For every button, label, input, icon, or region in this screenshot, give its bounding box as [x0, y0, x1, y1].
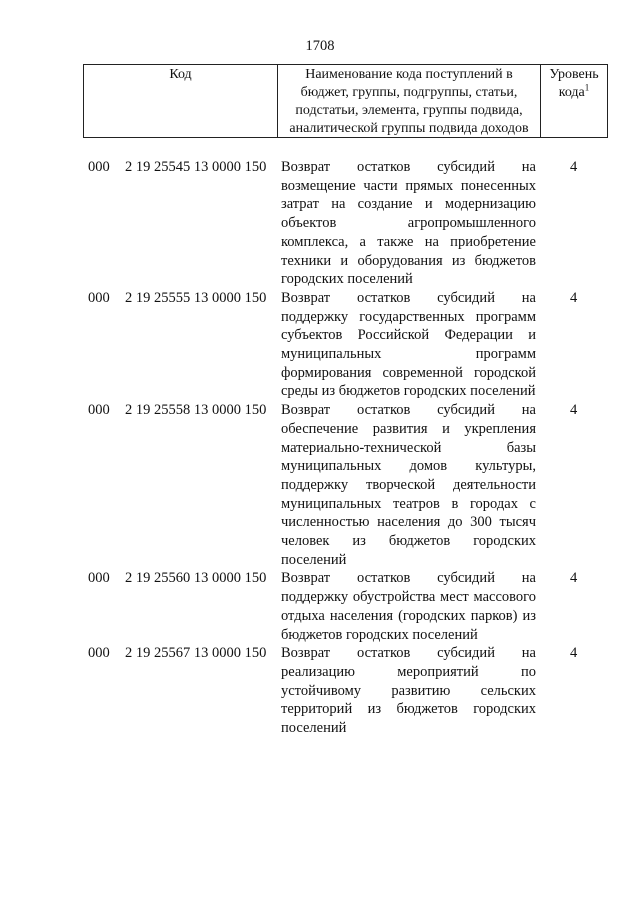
admin-code: 000 — [88, 570, 110, 587]
revenue-code: 2 19 25560 13 0000 150 — [125, 570, 267, 587]
revenue-name: Возврат остатков субсидий на реализацию мероприятий по устойчивому развитию сельских территорий из бюджетов городских поселений — [281, 645, 536, 737]
code-level: 4 — [570, 289, 578, 306]
table-row — [0, 401, 640, 569]
revenue-name: Возврат остатков субсидий на возмещение части прямых понесенных затрат на создание и модернизацию объектов агропромышленного комплекса, а также на приобретение техники и оборудования из бюджетов городских поселений — [281, 159, 536, 288]
admin-code: 000 — [88, 645, 110, 662]
admin-code: 000 — [88, 289, 110, 306]
revenue-code: 2 19 25555 13 0000 150 — [125, 289, 267, 306]
table-header — [83, 64, 608, 138]
table-row — [0, 644, 640, 738]
revenue-code: 2 19 25558 13 0000 150 — [125, 402, 267, 419]
table-row — [0, 158, 640, 289]
code-level: 4 — [570, 159, 578, 175]
admin-code: 000 — [88, 402, 110, 419]
header-code: Код — [84, 65, 278, 137]
revenue-code: 2 19 25545 13 0000 150 — [125, 159, 267, 175]
page-number: 1708 — [305, 38, 335, 54]
table-row — [0, 569, 640, 644]
table-body — [0, 158, 640, 738]
code-level: 4 — [570, 570, 578, 587]
header-level-label: Уровень кода — [549, 67, 599, 100]
code-level: 4 — [570, 402, 578, 419]
header-level — [541, 65, 607, 137]
table-row — [0, 289, 640, 401]
revenue-code: 2 19 25567 13 0000 150 — [125, 645, 267, 662]
revenue-name: Возврат остатков субсидий на поддержку государственных программ субъектов Российской Федерации и муниципальных программ формирования современной городской среды из бюджетов городских поселений — [281, 289, 536, 400]
revenue-name: Возврат остатков субсидий на поддержку обустройства мест массового отдыха населения (городских парков) из бюджетов городских поселений — [281, 570, 536, 643]
header-name: Наименование кода поступлений в бюджет, группы, подгруппы, статьи, подстатьи, элемента, группы подвида, аналитической группы подвида доходов — [278, 65, 541, 137]
admin-code: 000 — [88, 159, 110, 175]
footnote-marker: 1 — [584, 82, 590, 93]
code-level: 4 — [570, 645, 578, 662]
revenue-name: Возврат остатков субсидий на обеспечение развития и укрепления материально-технической базы муниципальных домов культуры, поддержку творческой деятельности муниципальных театров в городах с численностью населения до 300 тысяч человек из бюджетов городских поселений — [281, 402, 536, 568]
